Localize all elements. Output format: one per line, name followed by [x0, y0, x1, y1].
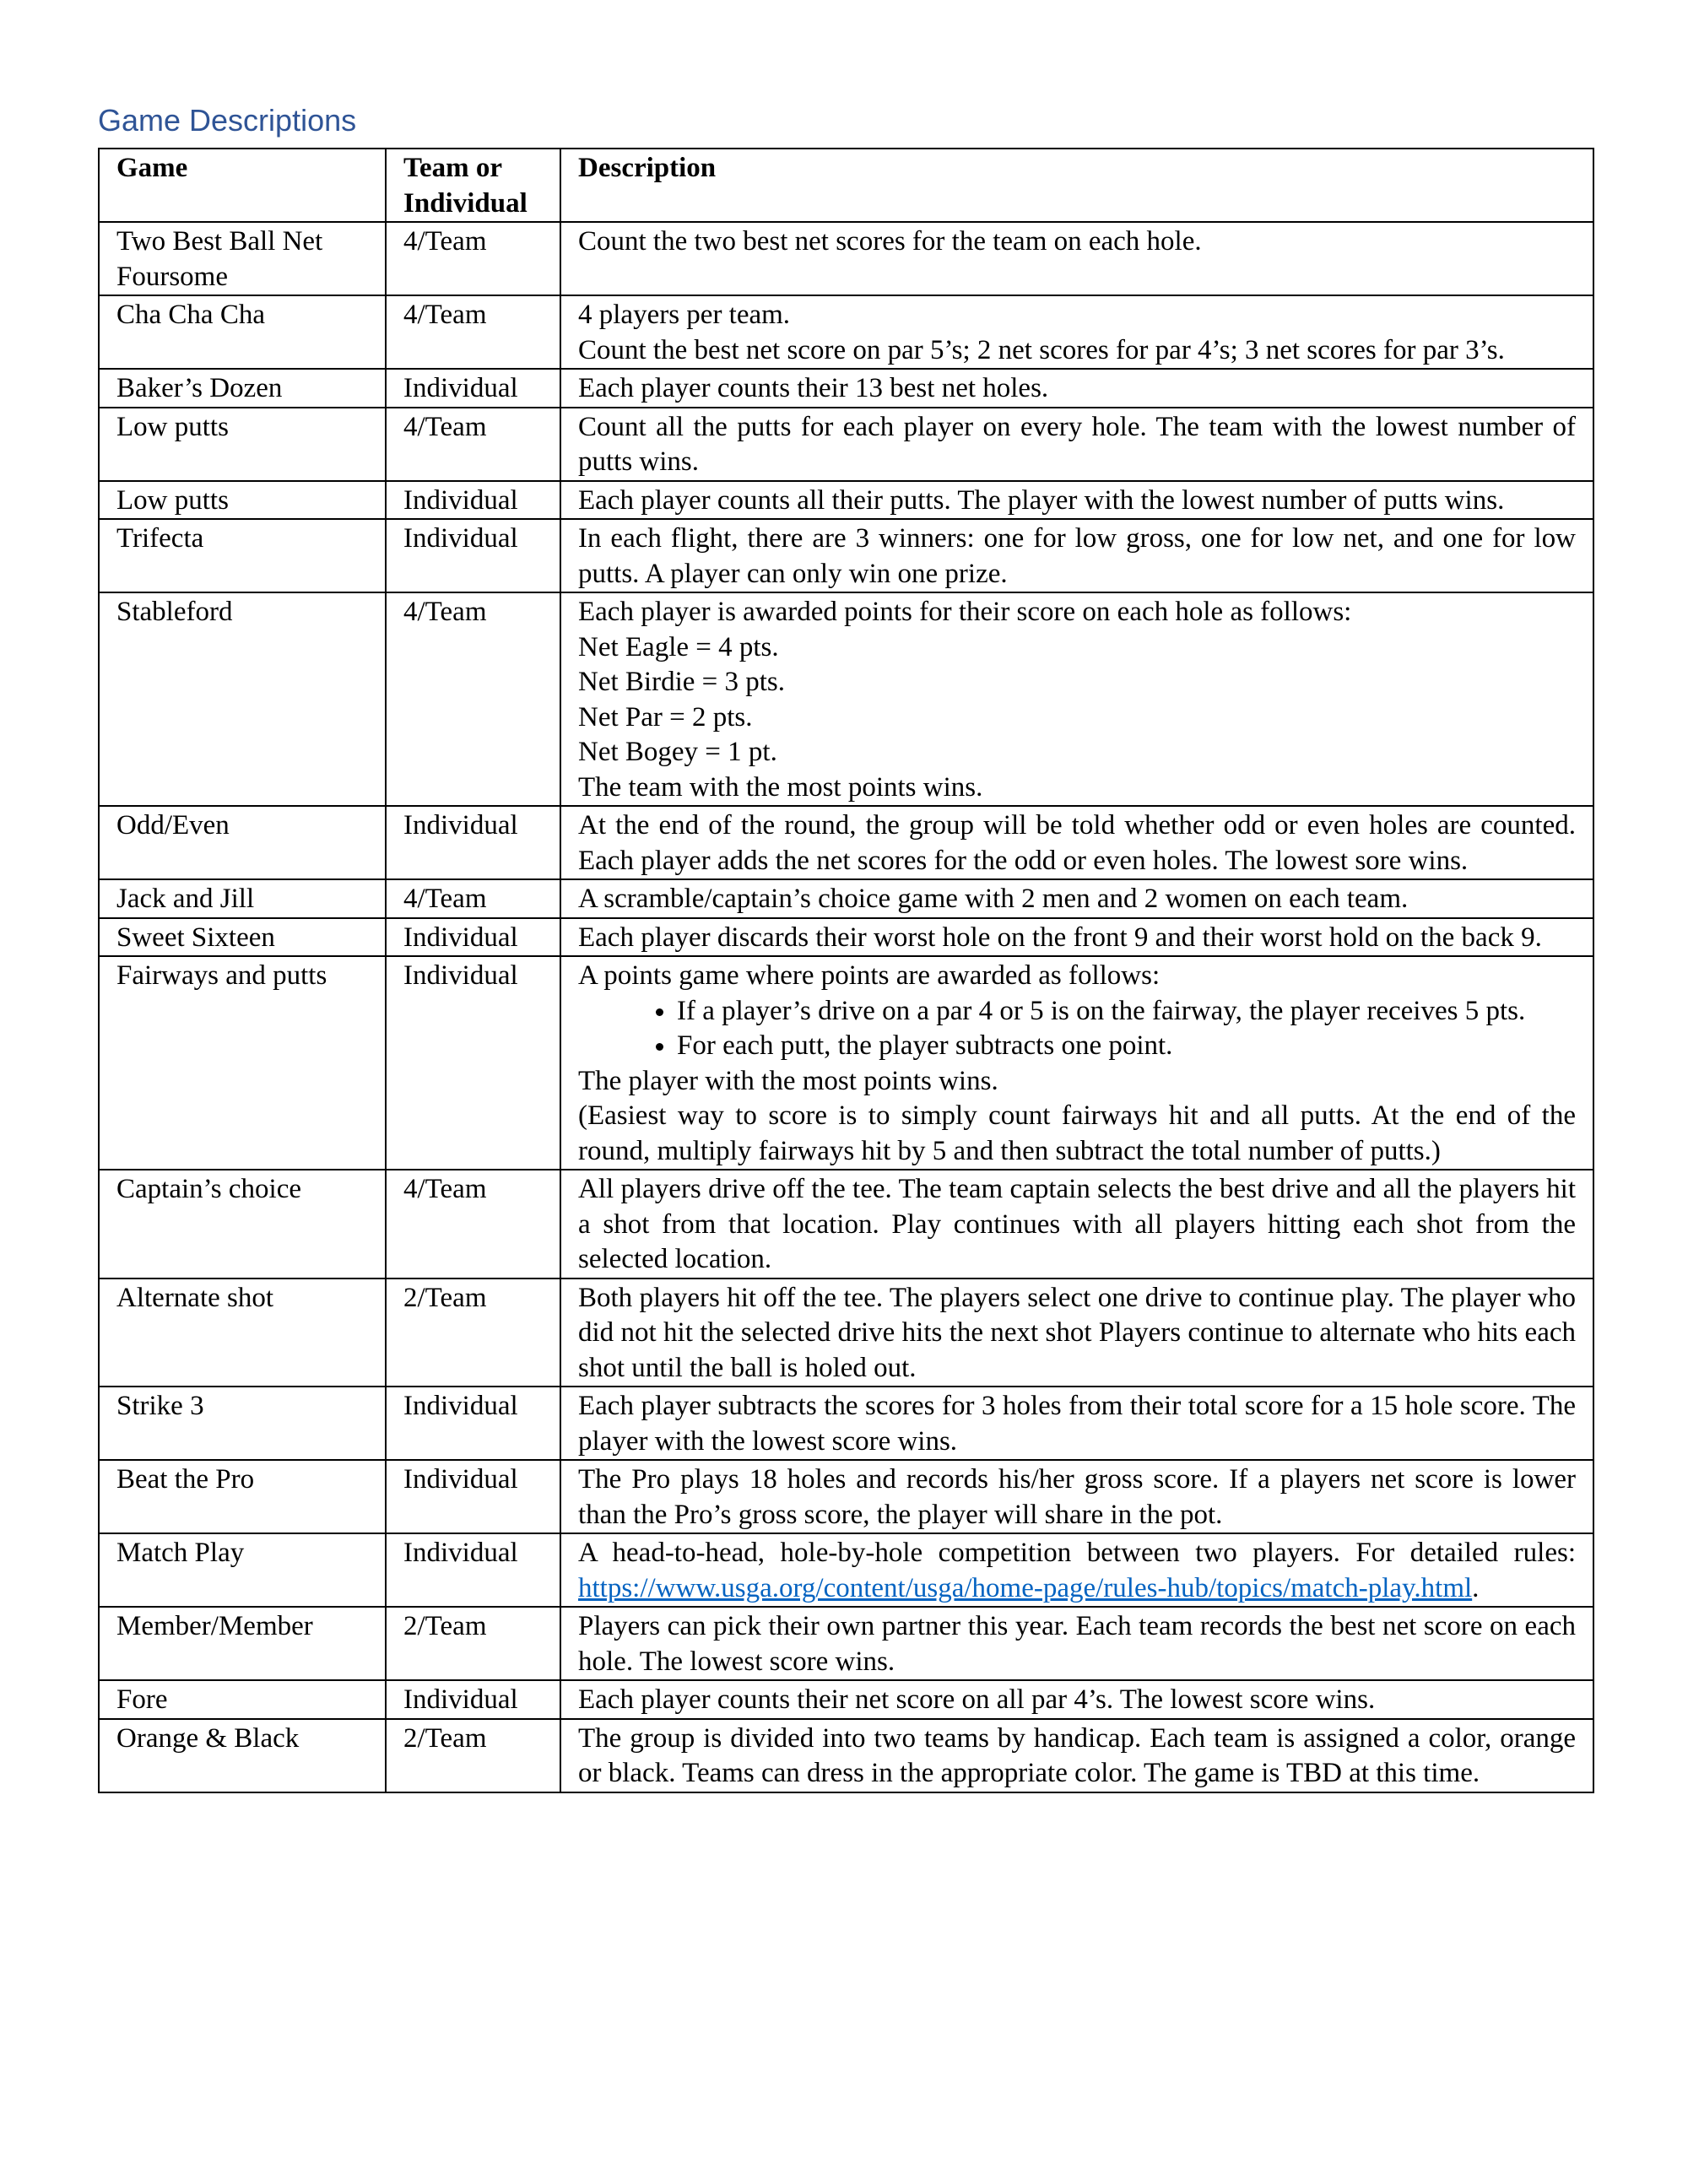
game-name: Two Best Ball Net Foursome — [99, 222, 386, 295]
game-description — [560, 295, 1593, 369]
game-name: Alternate shot — [99, 1279, 386, 1387]
description-paragraph: (Easiest way to score is to simply count fairways hit and all putts. At the end of the round, multiply fairways hit by 5 and then subtract the total number of putts.) — [578, 1100, 1576, 1166]
description-paragraph: Net Eagle = 4 pts. — [578, 631, 779, 662]
team-or-individual: 4/Team — [386, 222, 560, 295]
game-name: Cha Cha Cha — [99, 295, 386, 369]
game-description — [560, 369, 1593, 408]
game-description — [560, 592, 1593, 806]
table-row — [99, 1387, 1593, 1460]
table-row — [99, 806, 1593, 879]
team-or-individual: Individual — [386, 1460, 560, 1533]
game-description — [560, 519, 1593, 592]
description-paragraph: Count the two best net scores for the team on each hole. — [578, 226, 1202, 257]
game-description — [560, 879, 1593, 918]
description-paragraph: The group is divided into two teams by handicap. Each team is assigned a color, orange or black. Teams can dress in the appropriate color. The game is TBD at this time. — [578, 1722, 1576, 1788]
team-or-individual: 2/Team — [386, 1607, 560, 1680]
description-paragraph: In each flight, there are 3 winners: one for low gross, one for low net, and one for low putts. A player can only win one prize. — [578, 523, 1576, 589]
description-paragraph: At the end of the round, the group will be told whether odd or even holes are counted. Each player adds the net scores for the odd or even holes. The lowest sore wins. — [578, 810, 1576, 876]
table-row — [99, 1719, 1593, 1792]
game-name: Baker’s Dozen — [99, 369, 386, 408]
game-name: Fairways and putts — [99, 956, 386, 1170]
team-or-individual: 4/Team — [386, 879, 560, 918]
table-row — [99, 918, 1593, 957]
game-description — [560, 1460, 1593, 1533]
game-name: Match Play — [99, 1533, 386, 1607]
game-descriptions-table — [98, 148, 1594, 1793]
description-paragraph: The Pro plays 18 holes and records his/her gross score. If a players net score is lower than the Pro’s gross score, the player will share in the pot. — [578, 1464, 1576, 1530]
game-description — [560, 1719, 1593, 1792]
game-name: Strike 3 — [99, 1387, 386, 1460]
game-name: Orange & Black — [99, 1719, 386, 1792]
game-description — [560, 1607, 1593, 1680]
description-paragraph: Count all the putts for each player on every hole. The team with the lowest number of putts wins. — [578, 411, 1576, 477]
rules-link[interactable]: https://www.usga.org/content/usga/home-page/rules-hub/topics/match-play.html — [578, 1572, 1473, 1603]
game-description — [560, 1170, 1593, 1279]
table-header-row — [99, 149, 1593, 222]
bullet-item: • If a player’s drive on a par 4 or 5 is on the fairway, the player receives 5 pts. — [677, 994, 1576, 1030]
table-row — [99, 592, 1593, 806]
table-row — [99, 1460, 1593, 1533]
description-paragraph: A points game where points are awarded as follows: — [578, 960, 1160, 991]
game-description — [560, 1680, 1593, 1719]
game-name: Stableford — [99, 592, 386, 806]
table-row — [99, 1170, 1593, 1279]
header-game: Game — [99, 149, 386, 222]
game-name: Low putts — [99, 408, 386, 481]
game-name: Beat the Pro — [99, 1460, 386, 1533]
table-row — [99, 1279, 1593, 1387]
header-description: Description — [560, 149, 1593, 222]
table-row — [99, 1533, 1593, 1607]
table-row — [99, 1680, 1593, 1719]
description-paragraph: All players drive off the tee. The team captain selects the best drive and all the players hit a shot from that location. Play continues with all players hitting each shot from the selected location. — [578, 1174, 1576, 1274]
description-paragraph: Each player counts their net score on all par 4’s. The lowest score wins. — [578, 1684, 1376, 1715]
team-or-individual: Individual — [386, 1387, 560, 1460]
description-paragraph: Each player is awarded points for their score on each hole as follows: — [578, 597, 1352, 627]
description-paragraph: 4 players per team. — [578, 300, 791, 330]
description-text: A head-to-head, hole-by-hole competition between two players. For detailed rules: — [578, 1538, 1576, 1568]
game-description — [560, 1387, 1593, 1460]
team-or-individual: Individual — [386, 1680, 560, 1719]
game-name: Captain’s choice — [99, 1170, 386, 1279]
table-row — [99, 519, 1593, 592]
game-name: Member/Member — [99, 1607, 386, 1680]
team-or-individual: 4/Team — [386, 1170, 560, 1279]
game-description — [560, 1533, 1593, 1607]
game-name: Jack and Jill — [99, 879, 386, 918]
team-or-individual: 2/Team — [386, 1719, 560, 1792]
game-name: Sweet Sixteen — [99, 918, 386, 957]
team-or-individual: Individual — [386, 806, 560, 879]
table-row — [99, 369, 1593, 408]
team-or-individual: Individual — [386, 956, 560, 1170]
page-title: Game Descriptions — [98, 103, 357, 138]
table-row — [99, 295, 1593, 369]
game-description — [560, 222, 1593, 295]
bullet-list — [578, 994, 1576, 1064]
team-or-individual: Individual — [386, 918, 560, 957]
table-row — [99, 956, 1593, 1170]
team-or-individual: Individual — [386, 369, 560, 408]
game-description — [560, 956, 1593, 1170]
description-paragraph: Players can pick their own partner this year. Each team records the best net score on each hole. The lowest score wins. — [578, 1611, 1576, 1677]
game-name: Trifecta — [99, 519, 386, 592]
description-paragraph: The player with the most points wins. — [578, 1065, 998, 1096]
team-or-individual: 4/Team — [386, 408, 560, 481]
description-paragraph: Net Par = 2 pts. — [578, 701, 753, 733]
description-paragraph: Net Bogey = 1 pt. — [578, 737, 777, 767]
description-paragraph: Both players hit off the tee. The players select one drive to continue play. The player who did not hit the selected drive hits the next shot Players continue to alternate who hits each shot until the ball is holed out. — [578, 1282, 1576, 1383]
game-name: Odd/Even — [99, 806, 386, 879]
description-paragraph: The team with the most points wins. — [578, 771, 983, 803]
description-paragraph: A scramble/captain’s choice game with 2 men and 2 women on each team. — [578, 884, 1409, 914]
table-row — [99, 879, 1593, 918]
description-paragraph: Net Birdie = 3 pts. — [578, 667, 786, 697]
team-or-individual: 2/Team — [386, 1279, 560, 1387]
game-description — [560, 408, 1593, 481]
description-paragraph — [578, 1536, 1576, 1606]
team-or-individual: Individual — [386, 1533, 560, 1607]
bullet-item: • For each putt, the player subtracts one point. — [677, 1029, 1576, 1064]
header-team-or-individual: Team or Individual — [386, 149, 560, 222]
game-description — [560, 481, 1593, 520]
game-description — [560, 1279, 1593, 1387]
table-row — [99, 222, 1593, 295]
team-or-individual: Individual — [386, 481, 560, 520]
description-paragraph: Each player counts all their putts. The player with the lowest number of putts wins. — [578, 484, 1505, 516]
game-name: Fore — [99, 1680, 386, 1719]
description-text: . — [1472, 1572, 1480, 1603]
game-description — [560, 806, 1593, 879]
table-row — [99, 408, 1593, 481]
table-row — [99, 481, 1593, 520]
table-row — [99, 1607, 1593, 1680]
description-paragraph: Each player counts their 13 best net holes. — [578, 373, 1049, 403]
description-paragraph: Count the best net score on par 5’s; 2 net scores for par 4’s; 3 net scores for par 3’s. — [578, 334, 1505, 365]
game-description — [560, 918, 1593, 957]
game-name: Low putts — [99, 481, 386, 520]
team-or-individual: 4/Team — [386, 295, 560, 369]
team-or-individual: 4/Team — [386, 592, 560, 806]
team-or-individual: Individual — [386, 519, 560, 592]
description-paragraph: Each player discards their worst hole on the front 9 and their worst hold on the back 9. — [578, 922, 1542, 953]
description-paragraph: Each player subtracts the scores for 3 holes from their total score for a 15 hole score. The player with the lowest score wins. — [578, 1391, 1576, 1457]
